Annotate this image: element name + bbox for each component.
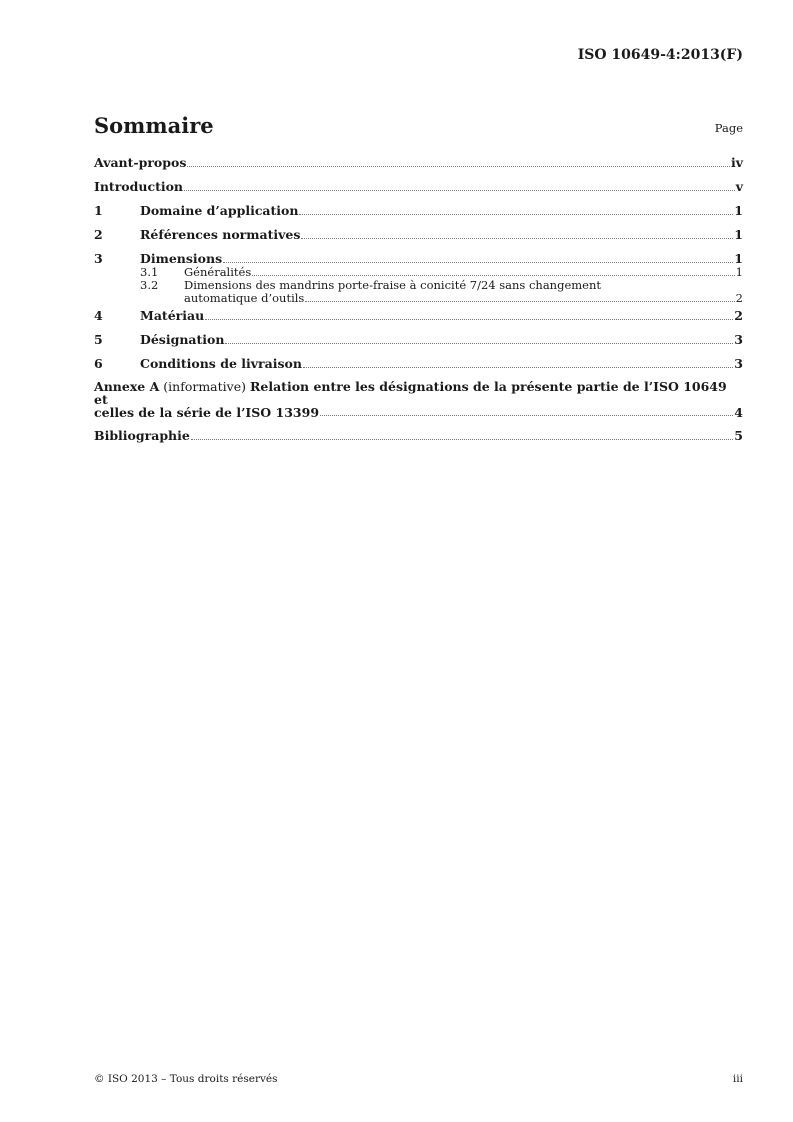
toc-entry-section-1[interactable] (94, 203, 743, 218)
annex-type: (informative) (163, 379, 246, 394)
toc-label: Domaine d’application (140, 203, 299, 218)
dot-leader (303, 366, 733, 368)
dot-leader (225, 342, 733, 344)
toc-page: 1 (735, 265, 743, 279)
toc-number: 4 (94, 308, 103, 323)
toc-label-line-1: Dimensions des mandrins porte-fraise à conicité 7/24 sans changement (184, 278, 601, 292)
page-column-label: Page (714, 121, 743, 135)
annex-title-line-1: Relation entre les désignations de la présente partie de l’ISO 10649 et (94, 379, 727, 407)
toc-page: 3 (734, 332, 743, 347)
dot-leader (301, 237, 733, 239)
toc-label: Introduction (94, 179, 184, 194)
annex-title-line-2: celles de la série de l’ISO 13399 (94, 405, 320, 420)
toc-page: 2 (734, 308, 743, 323)
annex-prefix: Annexe A (94, 379, 160, 394)
toc-page: 1 (734, 251, 743, 266)
toc-number: 3.1 (140, 265, 159, 279)
dot-leader (191, 438, 733, 440)
toc-number: 5 (94, 332, 103, 347)
toc-entry-section-2[interactable] (94, 227, 743, 242)
dot-leader (252, 274, 734, 276)
toc-page: 1 (734, 227, 743, 242)
toc-entry-section-4[interactable] (94, 308, 743, 323)
table-of-contents (94, 155, 743, 443)
dot-leader (320, 414, 733, 416)
toc-page: iv (730, 155, 743, 170)
dot-leader (184, 189, 735, 191)
page-title: Sommaire (94, 113, 214, 138)
copyright-notice: © ISO 2013 – Tous droits réservés (94, 1073, 278, 1085)
toc-entry-section-3-2[interactable] (94, 279, 743, 305)
toc-page: v (735, 179, 743, 194)
dot-leader (223, 261, 733, 263)
document-id: ISO 10649-4:2013(F) (577, 47, 743, 63)
dot-leader (205, 318, 733, 320)
toc-label: Conditions de livraison (140, 356, 302, 371)
toc-number: 6 (94, 356, 103, 371)
toc-label: Matériau (140, 308, 205, 323)
title-row (94, 113, 743, 143)
toc-entry-section-6[interactable] (94, 356, 743, 371)
toc-label: Références normatives (140, 227, 301, 242)
toc-entry-section-3[interactable] (94, 251, 743, 266)
toc-label: Dimensions (140, 251, 223, 266)
dot-leader (305, 300, 734, 302)
toc-number: 3 (94, 251, 103, 266)
toc-page: 2 (735, 291, 743, 305)
toc-number: 1 (94, 203, 103, 218)
toc-number: 3.2 (140, 278, 159, 292)
toc-page: 3 (734, 356, 743, 371)
toc-label: Désignation (140, 332, 225, 347)
toc-page: 4 (734, 405, 743, 420)
toc-entry-introduction[interactable] (94, 179, 743, 194)
page-footer (94, 1073, 743, 1085)
toc-entry-section-5[interactable] (94, 332, 743, 347)
toc-entry-annex-a[interactable] (94, 380, 743, 419)
toc-page: 1 (734, 203, 743, 218)
toc-entry-bibliographie[interactable] (94, 428, 743, 443)
toc-number: 2 (94, 227, 103, 242)
dot-leader (187, 165, 730, 167)
toc-label-line-2: automatique d’outils (184, 291, 305, 305)
toc-page: 5 (734, 428, 743, 443)
footer-page-number: iii (732, 1073, 743, 1085)
dot-leader (299, 213, 733, 215)
toc-label: Généralités (184, 265, 252, 279)
toc-label: Bibliographie (94, 428, 190, 443)
toc-entry-avant-propos[interactable] (94, 155, 743, 170)
toc-label: Avant-propos (94, 155, 187, 170)
